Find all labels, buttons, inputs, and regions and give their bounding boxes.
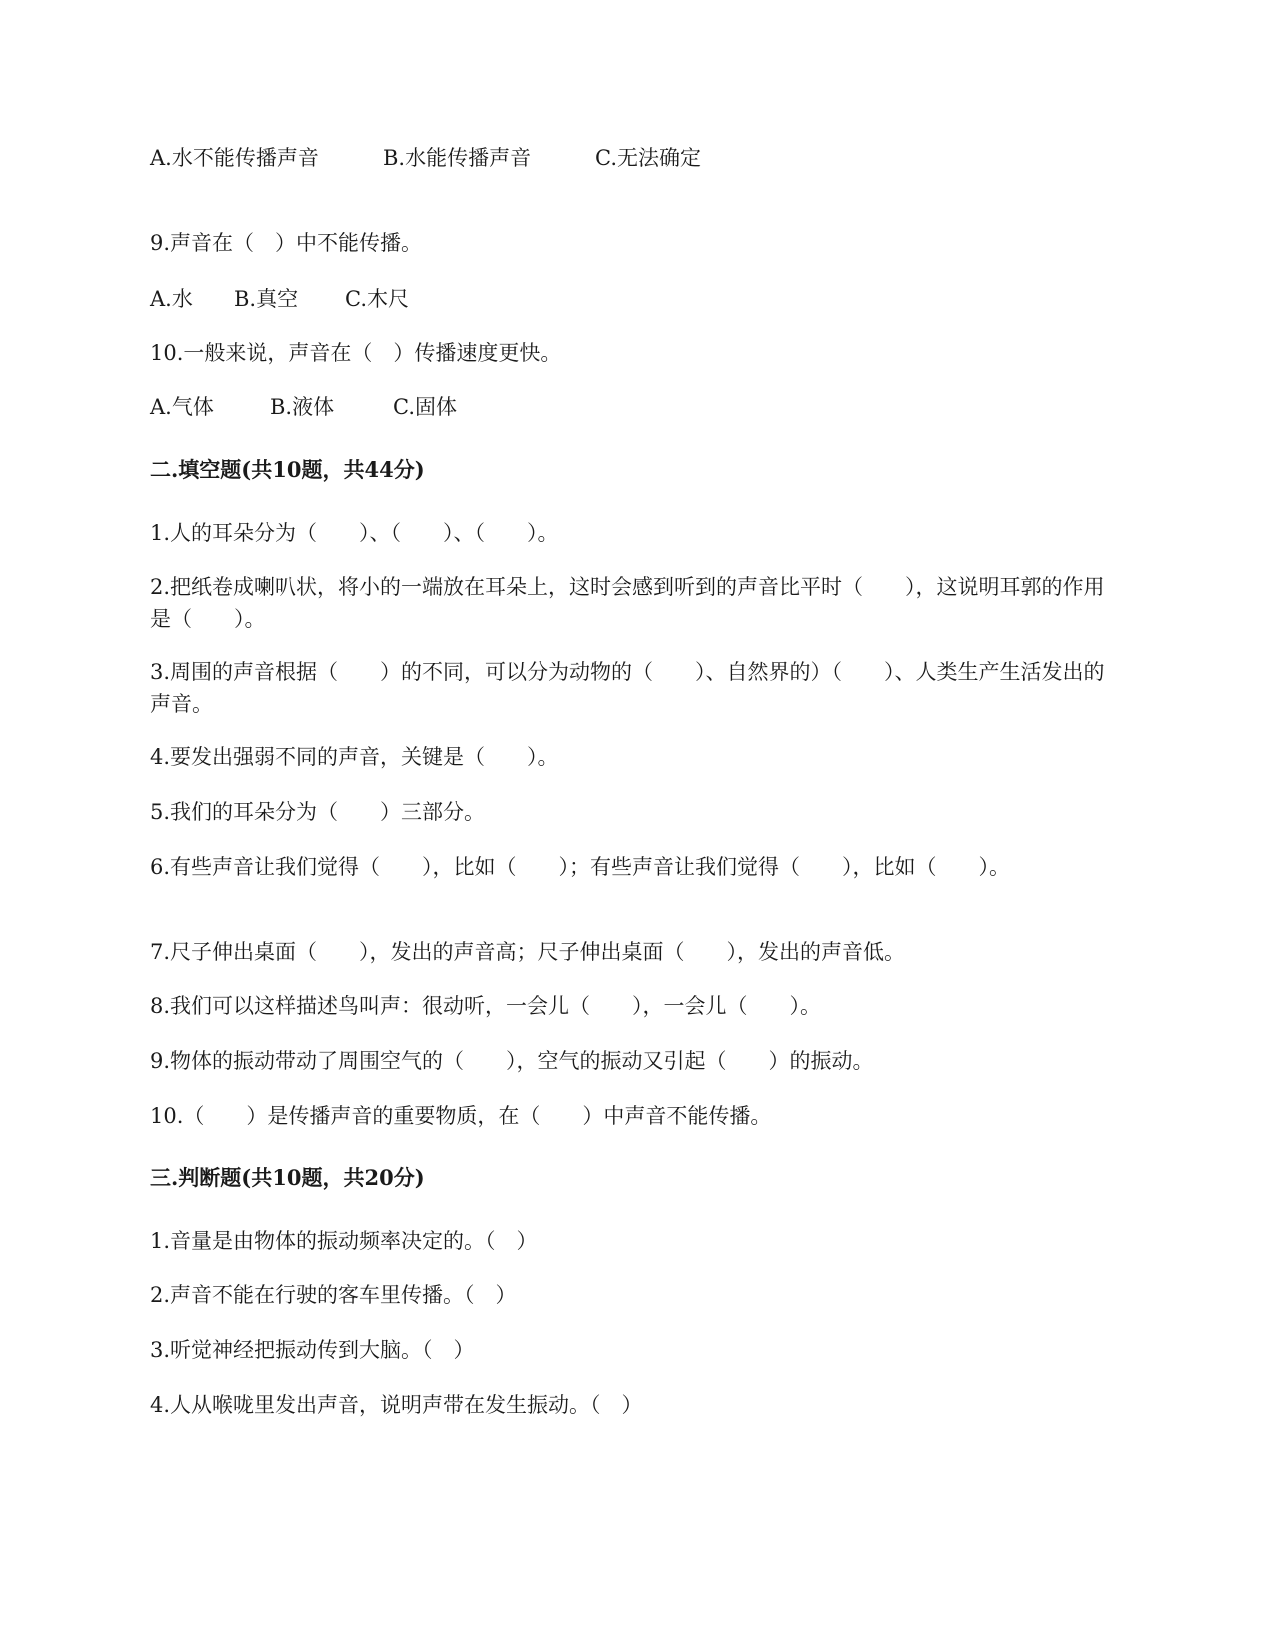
fill-q10: 10.（ ）是传播声音的重要物质，在（ ）中声音不能传播。 bbox=[150, 1104, 772, 1128]
q8-option-c: C.无法确定 bbox=[595, 146, 701, 170]
q10-option-a: A.气体 bbox=[150, 395, 214, 419]
section3-title: 三.判断题(共10题，共20分) bbox=[150, 1165, 425, 1190]
q8-option-a: A.水不能传播声音 bbox=[150, 146, 319, 170]
judge-q2: 2.声音不能在行驶的客车里传播。（ ） bbox=[150, 1283, 517, 1307]
fill-q1: 1.人的耳朵分为（ ）、（ ）、（ ）。 bbox=[150, 521, 559, 545]
q10-option-b: B.液体 bbox=[270, 395, 335, 419]
fill-q8: 8.我们可以这样描述鸟叫声：很动听，一会儿（ ），一会儿（ ）。 bbox=[150, 994, 822, 1018]
fill-q3: 3.周围的声音根据（ ）的不同，可以分为动物的（ ）、自然界的）（ ）、人类生产生活发出的声音。 bbox=[150, 660, 1105, 716]
q9-option-c: C.木尺 bbox=[345, 287, 409, 311]
fill-q9: 9.物体的振动带动了周围空气的（ ），空气的振动又引起（ ）的振动。 bbox=[150, 1049, 874, 1073]
fill-q7: 7.尺子伸出桌面（ ），发出的声音高；尺子伸出桌面（ ），发出的声音低。 bbox=[150, 940, 906, 964]
q9-text: 9.声音在（ ）中不能传播。 bbox=[150, 231, 423, 255]
judge-q1: 1.音量是由物体的振动频率决定的。（ ） bbox=[150, 1229, 538, 1253]
fill-q6: 6.有些声音让我们觉得（ ），比如（ ）；有些声音让我们觉得（ ），比如（ ）。 bbox=[150, 855, 1011, 879]
fill-q2: 2.把纸卷成喇叭状，将小的一端放在耳朵上，这时会感到听到的声音比平时（ ），这说明耳郭的作用是（ ）。 bbox=[150, 575, 1105, 631]
q9-option-a: A.水 bbox=[150, 287, 193, 311]
section2-title: 二.填空题(共10题，共44分) bbox=[150, 457, 425, 482]
judge-q3: 3.听觉神经把振动传到大脑。（ ） bbox=[150, 1338, 475, 1362]
q10-text: 10.一般来说，声音在（ ）传播速度更快。 bbox=[150, 341, 562, 365]
q8-option-b: B.水能传播声音 bbox=[383, 146, 532, 170]
q9-options bbox=[150, 283, 1110, 315]
q10-option-c: C.固体 bbox=[393, 395, 457, 419]
fill-q4: 4.要发出强弱不同的声音，关键是（ ）。 bbox=[150, 745, 559, 769]
q8-options bbox=[150, 142, 1110, 174]
judge-q4: 4.人从喉咙里发出声音，说明声带在发生振动。（ ） bbox=[150, 1393, 643, 1417]
q10-options bbox=[150, 391, 1110, 423]
fill-q5: 5.我们的耳朵分为（ ）三部分。 bbox=[150, 800, 486, 824]
q9-option-b: B.真空 bbox=[234, 287, 299, 311]
